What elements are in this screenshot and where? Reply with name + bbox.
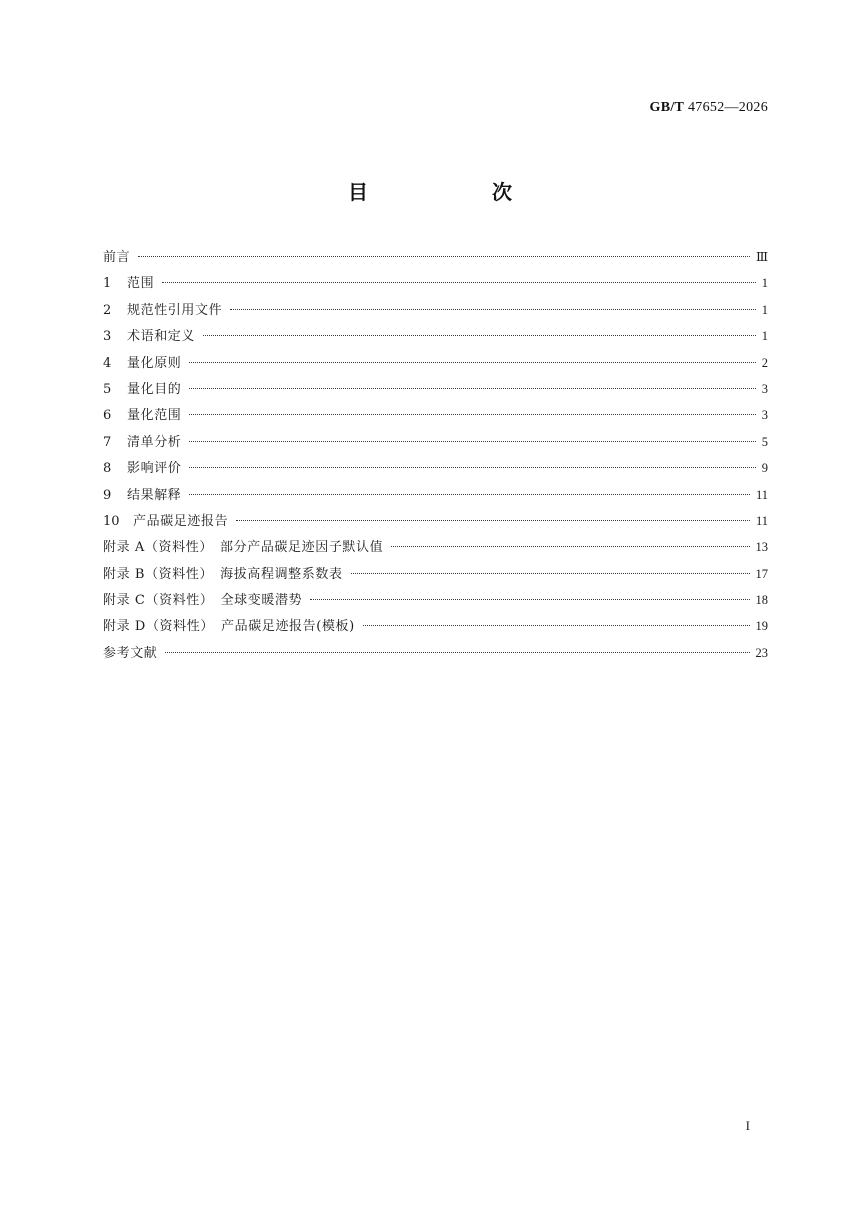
toc-entry-label: 范围 [127, 276, 155, 292]
table-of-contents [103, 244, 768, 666]
toc-entry[interactable] [103, 270, 768, 296]
toc-entry[interactable] [103, 402, 768, 428]
toc-leader-dots [165, 652, 749, 653]
toc-entry-page: 11 [755, 487, 768, 502]
toc-leader-dots [189, 441, 755, 442]
toc-entry-label: 术语和定义 [127, 329, 196, 345]
standard-prefix: GB/T [649, 100, 685, 115]
toc-entry-number: 8 [103, 461, 112, 477]
toc-entry-page: 11 [755, 513, 768, 528]
toc-leader-dots [162, 282, 756, 283]
standard-code [650, 100, 768, 116]
toc-entry[interactable] [103, 297, 768, 323]
toc-entry-page: 13 [755, 540, 768, 555]
toc-entry-label: 影响评价 [127, 461, 182, 477]
toc-entry[interactable] [103, 482, 768, 508]
toc-entry[interactable] [103, 613, 768, 639]
toc-entry[interactable] [103, 561, 768, 587]
toc-entry-label: 量化原则 [127, 355, 182, 371]
toc-entry-label: 结果解释 [127, 487, 182, 503]
toc-entry[interactable] [103, 534, 768, 560]
page-number: I [745, 1118, 750, 1133]
toc-entry[interactable] [103, 350, 768, 376]
toc-leader-dots [351, 573, 750, 574]
toc-entry[interactable] [103, 455, 768, 481]
toc-entry-label: 量化目的 [127, 381, 182, 397]
toc-leader-dots [189, 388, 755, 389]
toc-leader-dots [236, 520, 750, 521]
toc-entry-number: 6 [103, 408, 112, 424]
toc-entry-page: 1 [761, 329, 768, 344]
toc-entry-page: 1 [761, 276, 768, 291]
toc-leader-dots [203, 335, 756, 336]
toc-entry-label: 前言 [103, 250, 131, 265]
toc-leader-dots [230, 309, 756, 310]
toc-entry[interactable] [103, 587, 768, 613]
toc-leader-dots [189, 362, 755, 363]
toc-entry-page: 2 [761, 355, 768, 370]
toc-entry[interactable] [103, 376, 768, 402]
toc-entry-page: 5 [761, 434, 768, 449]
toc-entry-label: 附录 A（资料性） 部分产品碳足迹因子默认值 [103, 540, 384, 556]
toc-entry-label: 附录 C（资料性） 全球变暖潜势 [103, 593, 303, 609]
toc-entry-label: 清单分析 [127, 434, 182, 450]
toc-entry-number: 5 [103, 381, 112, 397]
toc-leader-dots [189, 414, 755, 415]
toc-entry[interactable] [103, 508, 768, 534]
toc-entry[interactable] [103, 323, 768, 349]
toc-entry-label: 参考文献 [103, 645, 158, 661]
toc-leader-dots [189, 467, 755, 468]
toc-entry-page: 17 [755, 566, 768, 581]
toc-leader-dots [189, 494, 750, 495]
toc-entry-number: 2 [103, 302, 112, 318]
toc-entry-label: 附录 B（资料性） 海拔高程调整系数表 [103, 566, 343, 582]
toc-entry-number: 10 [103, 513, 120, 529]
toc-entry-page: Ⅲ [755, 250, 768, 264]
toc-entry-page: 3 [761, 381, 768, 396]
toc-entry[interactable] [103, 640, 768, 666]
toc-entry-page: 3 [761, 408, 768, 423]
toc-entry-label: 规范性引用文件 [127, 302, 223, 318]
toc-entry-number: 1 [103, 276, 112, 292]
toc-entry-number: 4 [103, 355, 112, 371]
toc-entry-label: 附录 D（资料性） 产品碳足迹报告(模板) [103, 619, 355, 635]
toc-leader-dots [391, 546, 749, 547]
toc-entry-page: 18 [755, 593, 768, 608]
toc-entry[interactable] [103, 244, 768, 270]
toc-entry-page: 9 [761, 461, 768, 476]
toc-entry-number: 7 [103, 434, 112, 450]
toc-leader-dots [363, 625, 750, 626]
toc-entry-label: 产品碳足迹报告 [133, 513, 229, 529]
toc-entry-page: 19 [755, 619, 768, 634]
toc-entry-number: 9 [103, 487, 112, 503]
page-title: 目 次 [348, 180, 564, 204]
toc-entry-page: 1 [761, 302, 768, 317]
toc-entry-page: 23 [755, 645, 768, 660]
toc-entry[interactable] [103, 429, 768, 455]
toc-leader-dots [310, 599, 749, 600]
toc-leader-dots [138, 256, 750, 257]
standard-number: 47652—2026 [688, 100, 768, 115]
toc-entry-label: 量化范围 [127, 408, 182, 424]
toc-entry-number: 3 [103, 329, 112, 345]
